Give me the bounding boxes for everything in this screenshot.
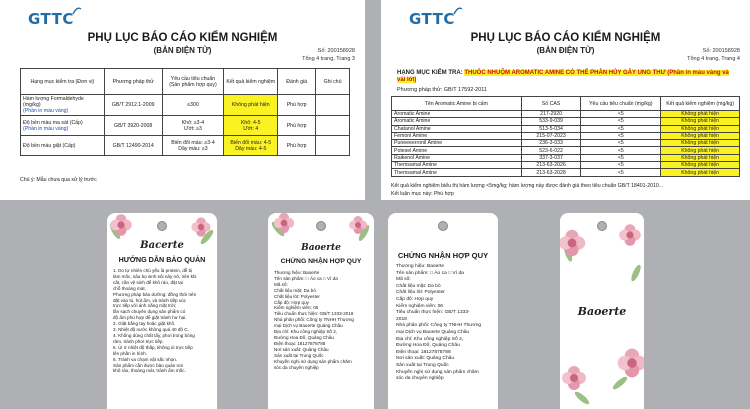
requirement-cell: <5	[581, 125, 661, 132]
tag-hole	[438, 221, 448, 231]
remark-cell	[316, 95, 350, 116]
info-line: mại Dịch vụ Baoerte Quảng Châu	[396, 329, 470, 335]
info-line: Kiểm nghiệm viên: 06	[274, 305, 319, 311]
header-cell: Yêu cầu tiêu chuẩn (mg/kg)	[581, 97, 661, 111]
info-line: 2018	[396, 316, 407, 322]
table-row	[21, 95, 350, 116]
conformity-tag-plain	[388, 213, 498, 409]
page-count: Tổng 4 trang, Trang 3	[302, 56, 355, 62]
gttc-logo	[28, 10, 82, 28]
care-line: râm, tránh phơi trực tiếp.	[113, 338, 164, 344]
report-number: Số: 200158928	[702, 48, 740, 54]
logo-arc-icon	[453, 6, 463, 16]
test-item-label: HẠNG MỤC KIỂM TRA:	[397, 70, 463, 76]
conformity-tag-floral	[268, 213, 374, 409]
remark-cell	[316, 116, 350, 136]
item-cell	[21, 95, 105, 116]
table-row	[392, 169, 740, 176]
info-line: Tiêu chuẩn thực hiện: GB/T 1333-2018	[274, 311, 354, 317]
report-title: PHỤ LỤC BÁO CÁO KIỂM NGHIỆM	[87, 32, 278, 44]
requirement-cell: <5	[581, 140, 661, 147]
item-name: Hàm lượng Formaldehyde (mg/kg)	[23, 96, 84, 108]
report-subtitle: (BẢN ĐIỆN TỬ)	[536, 46, 595, 55]
method-cell: GB/T 2912.1-2009	[104, 95, 162, 116]
care-line: làm mốc, sâu bọ sinh sôi nảy nở, nên khi	[113, 273, 197, 279]
info-line: Tên sản phẩm: □ Áo ca □ Ví da	[396, 270, 464, 276]
care-line: 2. Giặt bằng tay hoặc giặt khô.	[113, 321, 176, 327]
test-item-line	[397, 70, 737, 84]
method-cell: GB/T 12490-2014	[104, 136, 162, 156]
care-line: lần sạch chuyên dụng sản phẩm có	[113, 309, 186, 315]
info-line: Khuyến nghị sử dụng sản phẩm chăm	[274, 358, 352, 364]
item-cell	[21, 136, 105, 156]
amine-name: Themsamal Amine	[392, 162, 522, 169]
tag-hole	[316, 221, 326, 231]
item-note: (Phần in màu vàng)	[23, 125, 69, 132]
cas-number: 513-5-034	[521, 125, 581, 132]
care-line: 4. Không dùng chất tẩy, phơi trong bóng	[113, 332, 195, 338]
care-text	[113, 268, 196, 374]
info-line: sóc da chuyên nghiệp	[396, 376, 444, 382]
cas-number: 215-07-2023	[521, 132, 581, 139]
table-row	[392, 140, 740, 147]
remark-cell	[316, 136, 350, 156]
requirement-cell: <5	[581, 154, 661, 161]
table-row	[392, 111, 740, 118]
header-cell: Yêu cầu tiêu chuẩn (Sản phẩm hợp quy)	[162, 69, 224, 95]
report-number: Số: 200158928	[317, 48, 355, 54]
result-cell: Không phát hiện	[661, 147, 740, 154]
info-line: Tiêu chuẩn thực hiện: GB/T 1333-	[396, 310, 470, 316]
table-row	[392, 125, 740, 132]
care-line: Sản phẩm cần được bảo quản nơi	[113, 362, 184, 368]
table-row	[392, 132, 740, 139]
result-cell: Không phát hiện	[661, 118, 740, 125]
info-line: Chất liệu mặt: Da bò	[396, 283, 441, 289]
info-line: Địa chỉ: Khu công nghiệp Số 2,	[274, 329, 338, 335]
requirement-cell: <5	[581, 132, 661, 139]
test-standard: Phương pháp thử: GB/T 17592-2011	[397, 87, 487, 93]
info-line: Cấp độ: Hợp quy	[396, 296, 434, 302]
care-line: cất, cần vệ sinh để khô ráo, đặt tại	[113, 279, 183, 285]
table-row	[392, 154, 740, 161]
care-line: trực tiếp với ánh nắng mặt trời;	[113, 303, 177, 309]
table-header-row	[21, 69, 350, 95]
info-line: Thương hiệu: Baoerte	[274, 270, 320, 275]
cas-number: 217-2920	[521, 111, 581, 118]
result-cell: Không phát hiện	[661, 111, 740, 118]
tag-title: CHỨNG NHẬN HỢP QUY	[397, 251, 489, 260]
requirement-cell: Khô: ≥3-4 Ướt: ≥3	[162, 116, 224, 136]
info-line: Chất liệu lót: Polyester	[396, 290, 445, 296]
info-line: Nơi sản xuất: Quảng Châu	[396, 356, 455, 362]
page-count: Tổng 4 trang, Trang 4	[687, 56, 740, 62]
care-line: 1. Do tự nhiên chủ yếu là protein, dễ bị	[113, 268, 193, 273]
item-note: (Phần in màu vàng)	[23, 108, 69, 114]
info-line: Đường Hoa Đô, Quảng Châu	[396, 343, 460, 349]
requirement-cell: <5	[581, 111, 661, 118]
item-name: Độ bền màu ma sát (Cấp)	[23, 119, 83, 126]
cas-number: 523-6-022	[521, 147, 581, 154]
table-row	[392, 118, 740, 125]
result-cell: Không phát hiện	[224, 95, 278, 116]
info-line: Chất liệu lót: Polyester	[274, 293, 320, 299]
result-cell: Khô: 4-5 Ướt: 4	[224, 116, 278, 136]
method-cell: GB/T 3920-2008	[104, 116, 162, 136]
cas-number: 533-9-039	[521, 118, 581, 125]
brand-name: Bacerte	[140, 240, 184, 251]
brand-front-tag	[560, 213, 644, 409]
evaluation-cell: Phù hợp	[278, 116, 316, 136]
table-row	[21, 136, 350, 156]
care-line: 5. Ủi ở nhiệt độ thấp, không ủi trực tiếp	[113, 344, 193, 350]
requirement-cell: <5	[581, 147, 661, 154]
logo-text: GTTC	[28, 10, 74, 28]
requirement-cell: <5	[581, 162, 661, 169]
care-line: Phương pháp bảo dưỡng: đồng thời nên	[113, 291, 197, 297]
result-cell: Không phát hiện	[661, 132, 740, 139]
logo-text: GTTC	[409, 10, 455, 28]
evaluation-cell: Phù hợp	[278, 136, 316, 156]
result-cell: Không phát hiện	[661, 169, 740, 176]
info-line: Sản xuất tại Trung Quốc	[274, 352, 324, 358]
info-line: Địa chỉ: Khu công nghiệp Số 2,	[396, 336, 464, 342]
care-line: chỗ thoáng mát.	[113, 285, 146, 291]
care-line: độ ẩm phù hợp để giặt tránh hư hại.	[113, 315, 187, 321]
logo-arc-icon	[72, 6, 82, 16]
info-line: Sản xuất tại Trung Quốc	[396, 362, 449, 368]
info-line: Nơi sản xuất: Quảng Châu	[274, 346, 329, 352]
cas-number: 236-3-033	[521, 140, 581, 147]
brand-name: Baoerte	[301, 243, 341, 253]
tag-title: HƯỚNG DẪN BẢO QUẢN	[118, 255, 206, 264]
info-line: Đường Hoa Đô, Quảng Châu	[274, 334, 334, 340]
info-line: Chất liệu mặt: Da bò	[274, 287, 316, 293]
header-cell: Số CAS	[521, 97, 581, 111]
info-line: Mã số:	[274, 281, 288, 287]
result-cell: Không phát hiện	[661, 140, 740, 147]
info-line: Điện thoại: 18127878788	[274, 340, 326, 346]
gttc-logo	[409, 10, 463, 28]
info-line: Tên sản phẩm: □ Áo ca □ Ví da	[274, 275, 338, 281]
cas-number: 213-63-2028	[521, 169, 581, 176]
item-name: Độ bền màu giặt (Cấp)	[23, 142, 76, 149]
header-cell: Kết quả kiểm nghiệm (mg/kg)	[661, 97, 740, 111]
report-title: PHỤ LỤC BÁO CÁO KIỂM NGHIỆM	[470, 32, 661, 44]
test-item-value: THUỐC NHUỘM AROMATIC AMINE CÓ THỂ PHÂN HỦY GÂY UNG THƯ (Phần in màu vàng và vải lót)	[397, 70, 729, 83]
evaluation-cell: Phù hợp	[278, 95, 316, 116]
result-cell: Không phát hiện	[661, 162, 740, 169]
brand-name: Baoerte	[577, 305, 627, 318]
care-line: lên phần in hình.	[113, 350, 147, 356]
result-cell: Không phát hiện	[661, 125, 740, 132]
header-cell: Ghi chú	[316, 69, 350, 95]
results-table	[20, 68, 350, 156]
amine-name: Femoni Amine	[392, 132, 522, 139]
info-line: Thương hiệu: Baoerte	[396, 264, 445, 269]
info-line: Điện thoại: 18127878788	[396, 349, 451, 355]
tag-title: CHỨNG NHẬN HỢP QUY	[280, 258, 362, 265]
table-row	[392, 162, 740, 169]
cas-number: 337-3-037	[521, 154, 581, 161]
result-cell: Biến đổi màu: 4-5 Dây màu: 4-5	[224, 136, 278, 156]
header-cell: Đánh giá	[278, 69, 316, 95]
info-line: Nhà phân phối: Công ty TNHH Thương	[274, 317, 354, 323]
amine-name: Themsamal Amine	[392, 169, 522, 176]
conformity-text	[274, 270, 354, 370]
result-cell: Không phát hiện	[661, 154, 740, 161]
amine-name: Aromatic Amine	[392, 111, 522, 118]
care-line: 3. Nhiệt độ nước không quá 40 độ C.	[113, 327, 189, 333]
table-row	[21, 116, 350, 136]
requirement-cell: Biến đổi màu: ≥3-4 Dây màu: ≥3	[162, 136, 224, 156]
conformity-text	[396, 264, 481, 383]
care-line: khô ráo, thoáng mát, tránh ẩm mốc.	[113, 368, 186, 374]
cas-number: 213-63-2026	[521, 162, 581, 169]
header-cell: Kết quả kiểm nghiệm	[224, 69, 278, 95]
info-line: Mã số:	[396, 277, 411, 283]
amine-name: Potesel Amine	[392, 147, 522, 154]
requirement-cell: <5	[581, 118, 661, 125]
table-header-row	[392, 97, 740, 111]
info-line: Nhà phân phối: Công ty TNHH Thương	[396, 323, 482, 329]
tag-hole	[157, 221, 167, 231]
table-row	[392, 147, 740, 154]
amine-table	[391, 96, 740, 177]
header-cell: Tên Aromatic Amine bị cấm	[392, 97, 522, 111]
info-line: Khuyến nghị sử dụng sản phẩm chăm	[396, 369, 479, 375]
care-line: đặt vào tủ, hút ẩm, và tránh tiếp xúc	[113, 297, 187, 303]
amine-name: Puneeeerronil Amine	[392, 140, 522, 147]
tag-hole	[597, 221, 607, 231]
info-line: Kiểm nghiệm viên: 06	[396, 303, 444, 309]
report-page-3	[0, 0, 365, 200]
footnote: Kết quả kiểm nghiệm biểu thị hàm lượng <5mg/kg; hàm lượng này được đánh giá theo tiêu chuẩn GB/T 18401-2010...	[391, 183, 664, 189]
info-line: Cấp độ: Hợp quy	[274, 299, 309, 305]
requirement-cell: <5	[581, 169, 661, 176]
item-cell	[21, 116, 105, 136]
amine-name: Chatanol Amine	[392, 125, 522, 132]
amine-name: Raikenol Amine	[392, 154, 522, 161]
conclusion: Kết luận mục này: Phù hợp	[391, 191, 454, 197]
info-line: mại Dịch vụ Baoerte Quảng Châu	[274, 323, 343, 329]
amine-name: Aromatic Amine	[392, 118, 522, 125]
header-cell: Phương pháp thử	[104, 69, 162, 95]
info-line: sóc da chuyên nghiệp	[274, 364, 319, 370]
report-page-4	[381, 0, 750, 200]
footnote: Chú ý: Mẫu chưa qua xử lý trước	[20, 177, 97, 183]
report-subtitle: (BẢN ĐIỆN TỬ)	[153, 46, 212, 55]
requirement-cell: ≤300	[162, 95, 224, 116]
header-cell: Hạng mục kiểm tra (Đơn vị)	[21, 69, 105, 95]
care-line: 6. Tránh va chạm vật sắc nhọn.	[113, 356, 178, 362]
care-instruction-tag	[107, 213, 217, 409]
